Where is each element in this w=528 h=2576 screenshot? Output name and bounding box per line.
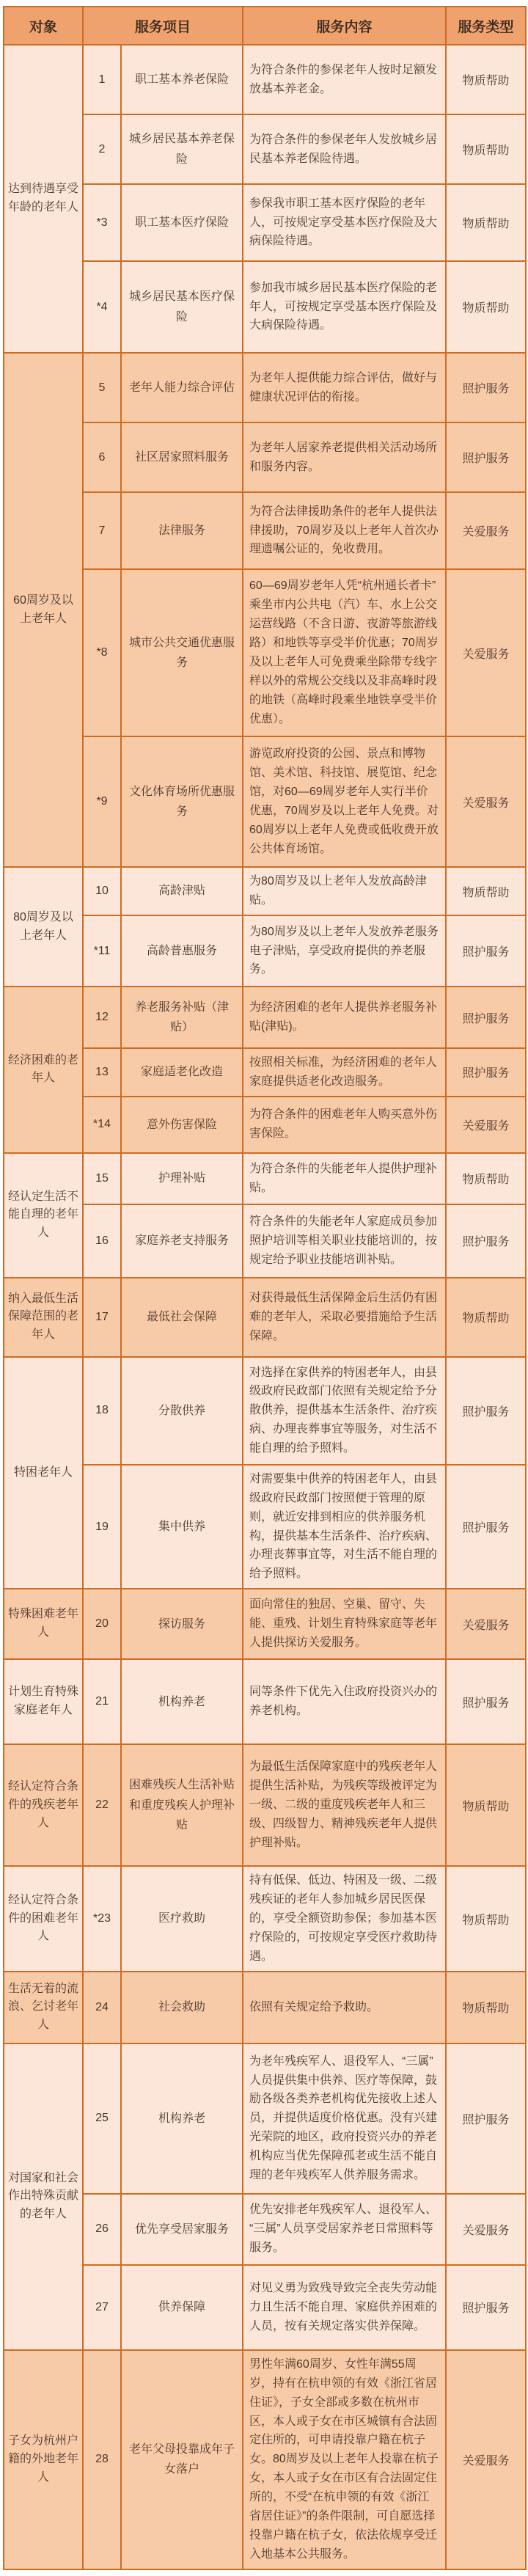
service-item-cell: 职工基本养老保险 [121,45,243,114]
row-number-cell: 2 [83,114,121,184]
table-row [4,1357,526,1465]
table-row [4,1153,526,1204]
service-content-cell: 为符合法律援助条件的老年人提供法律援助，70周岁及以上老年人首次办理遗嘱公证的，免收费用。 [243,492,446,569]
table-row [4,1278,526,1357]
service-item-cell: 城乡居民基本医疗保险 [121,261,243,353]
table-body [4,45,526,2569]
service-item-cell: 社会救助 [121,1972,243,2043]
service-item-cell: 供养保障 [121,2265,243,2350]
target-group-cell: 60周岁及以上老年人 [4,353,83,867]
service-type-cell: 物质帮助 [446,45,526,114]
service-type-cell: 物质帮助 [446,1278,526,1357]
header-target: 对象 [4,7,83,45]
service-type-cell: 关爱服务 [446,736,526,867]
header-service-type: 服务类型 [446,7,526,45]
service-type-cell: 物质帮助 [446,1866,526,1972]
row-number-cell: 25 [83,2043,121,2194]
service-type-cell: 照护服务 [446,1465,526,1589]
table-row [4,1659,526,1744]
service-content-cell: 依照有关规定给予救助。 [243,1972,446,2043]
table-row [4,353,526,422]
table-row [4,2350,526,2569]
service-content-cell: 为80周岁及以上老年人发放养老服务电子津贴，享受政府提供的养老服务。 [243,915,446,987]
service-type-cell: 物质帮助 [446,1972,526,2043]
service-type-cell: 照护服务 [446,1659,526,1744]
target-group-cell: 达到待遇享受年龄的老年人 [4,45,83,353]
row-number-cell: 12 [83,987,121,1048]
row-number-cell: 7 [83,492,121,569]
service-content-cell: 符合条件的失能老年人家庭成员参加照护培训等相关职业技能培训的，按规定给予职业技能培训补贴。 [243,1204,446,1278]
service-item-cell: 社区居家照料服务 [121,422,243,492]
service-content-cell: 男性年满60周岁、女性年满55周岁，持有在杭申领的有效《浙江省居住证》，子女全部或多数在杭州市区，本人或子女在市区城镇有合法固定住所的，可申请投靠户籍在杭子女。80周岁及以上老年人投靠在杭子女，本人或子女在市区有合法固定住所的，不受“在杭申领的有效《浙江省居住证》”的条件限制，可自愿选择投靠户籍在杭子女，依法依规享受迁入地基本公共服务。 [243,2350,446,2569]
target-group-cell: 对国家和社会作出特殊贡献的老年人 [4,2043,83,2350]
service-item-cell: 家庭适老化改造 [121,1048,243,1097]
header-service-item: 服务项目 [83,7,243,45]
service-item-cell: 法律服务 [121,492,243,569]
target-group-cell: 80周岁及以上老年人 [4,867,83,987]
target-group-cell: 子女为杭州户籍的外地老年人 [4,2350,83,2569]
row-number-cell: 1 [83,45,121,114]
service-item-cell: 城市公共交通优惠服务 [121,569,243,736]
service-item-cell: 职工基本医疗保险 [121,184,243,261]
row-number-cell: 26 [83,2194,121,2265]
service-content-cell: 为符合条件的困难老年人购买意外伤害保险。 [243,1097,446,1153]
service-content-cell: 游览政府投资的公园、景点和博物馆、美术馆、科技馆、展览馆、纪念馆，对60—69周岁老年人实行半价优惠，70周岁及以上老年人免费。对60周岁以上老年人免费或低收费开放公共体育场馆。 [243,736,446,867]
service-content-cell: 对选择在家供养的特困老年人，由县级政府民政部门依照有关规定给予分散供养，提供基本生活条件、治疗疾病、办理丧葬事宜等服务，对生活不能自理的给予照料。 [243,1357,446,1465]
target-group-cell: 特困老年人 [4,1357,83,1589]
table-row [4,1866,526,1972]
service-content-cell: 为经济困难的老年人提供养老服务补贴(津贴)。 [243,987,446,1048]
row-number-cell: 27 [83,2265,121,2350]
service-type-cell: 物质帮助 [446,1744,526,1866]
service-type-cell: 照护服务 [446,915,526,987]
row-number-cell: 15 [83,1153,121,1204]
service-type-cell: 物质帮助 [446,184,526,261]
service-type-cell: 照护服务 [446,1357,526,1465]
service-type-cell: 照护服务 [446,1048,526,1097]
service-content-cell: 参加我市城乡居民基本医疗保险的老年人，可按规定享受基本医疗保险及大病保险待遇。 [243,261,446,353]
service-content-cell: 面向常住的独居、空巢、留守、失能、重残、计划生育特殊家庭等老年人提供探访关爱服务。 [243,1589,446,1659]
service-type-cell: 关爱服务 [446,1097,526,1153]
service-content-cell: 为老年人提供能力综合评估，做好与健康状况评估的衔接。 [243,353,446,422]
service-content-cell: 为80周岁及以上老年人发放高龄津贴。 [243,867,446,915]
target-group-cell: 纳入最低生活保障范围的老年人 [4,1278,83,1357]
row-number-cell: 16 [83,1204,121,1278]
row-number-cell: *9 [83,736,121,867]
row-number-cell: 18 [83,1357,121,1465]
service-type-cell: 照护服务 [446,1204,526,1278]
elderly-services-table [3,6,527,2570]
service-content-cell: 优先安排老年残疾军人、退役军人、“三属”人员享受居家养老日常照料等服务。 [243,2194,446,2265]
row-number-cell: *23 [83,1866,121,1972]
target-group-cell: 经认定符合条件的困难老年人 [4,1866,83,1972]
service-item-cell: 优先享受居家服务 [121,2194,243,2265]
service-content-cell: 按照相关标准，为经济困难的老年人家庭提供适老化改造服务。 [243,1048,446,1097]
table-row [4,1744,526,1866]
service-type-cell: 物质帮助 [446,261,526,353]
service-content-cell: 同等条件下优先入住政府投资兴办的养老机构。 [243,1659,446,1744]
service-item-cell: 机构养老 [121,2043,243,2194]
service-type-cell: 物质帮助 [446,1153,526,1204]
service-item-cell: 文化体育场所优惠服务 [121,736,243,867]
row-number-cell: 13 [83,1048,121,1097]
service-item-cell: 城乡居民基本养老保险 [121,114,243,184]
service-type-cell: 照护服务 [446,2043,526,2194]
service-item-cell: 探访服务 [121,1589,243,1659]
target-group-cell: 生活无着的流浪、乞讨老年人 [4,1972,83,2043]
header-row [4,7,526,45]
row-number-cell: 24 [83,1972,121,2043]
service-item-cell: 老年父母投靠成年子女落户 [121,2350,243,2569]
service-content-cell: 为老年残疾军人、退役军人、“三属”人员提供集中供养、医疗等保障，鼓励各级各类养老机构优先接收上述人员，并提供适度价格优惠。没有兴建光荣院的地区，政府投资兴办的养老机构应当优先保障孤老或生活不能自理的老年残疾军人供养服务需求。 [243,2043,446,2194]
row-number-cell: 6 [83,422,121,492]
table-row [4,45,526,114]
target-group-cell: 经认定生活不能自理的老年人 [4,1153,83,1278]
service-type-cell: 照护服务 [446,987,526,1048]
row-number-cell: 20 [83,1589,121,1659]
service-item-cell: 高龄津贴 [121,867,243,915]
row-number-cell: 22 [83,1744,121,1866]
service-item-cell: 分散供养 [121,1357,243,1465]
header-service-content: 服务内容 [243,7,446,45]
service-content-cell: 对获得最低生活保障金后生活仍有困难的老年人，采取必要措施给予生活保障。 [243,1278,446,1357]
service-content-cell: 为最低生活保障家庭中的残疾老年人提供生活补贴，为残疾等级被评定为一级、二级的重度残疾老年人和三级、四级智力、精神残疾老年人提供护理补贴。 [243,1744,446,1866]
row-number-cell: *14 [83,1097,121,1153]
service-type-cell: 物质帮助 [446,867,526,915]
service-item-cell: 困难残疾人生活补贴和重度残疾人护理补贴 [121,1744,243,1866]
service-type-cell: 关爱服务 [446,2350,526,2569]
row-number-cell: 10 [83,867,121,915]
target-group-cell: 特殊困难老年人 [4,1589,83,1659]
row-number-cell: *4 [83,261,121,353]
row-number-cell: 17 [83,1278,121,1357]
table-row [4,1972,526,2043]
service-type-cell: 照护服务 [446,422,526,492]
row-number-cell: 28 [83,2350,121,2569]
table-row [4,867,526,915]
service-type-cell: 物质帮助 [446,114,526,184]
service-item-cell: 集中供养 [121,1465,243,1589]
service-content-cell: 对见义勇为致残导致完全丧失劳动能力且生活不能自理、家庭供养困难的人员，按有关规定落实供养保障。 [243,2265,446,2350]
service-item-cell: 老年人能力综合评估 [121,353,243,422]
row-number-cell: *8 [83,569,121,736]
row-number-cell: 19 [83,1465,121,1589]
service-item-cell: 家庭养老支持服务 [121,1204,243,1278]
service-type-cell: 关爱服务 [446,1589,526,1659]
service-content-cell: 为老年人居家养老提供相关活动场所和服务内容。 [243,422,446,492]
service-item-cell: 高龄普惠服务 [121,915,243,987]
row-number-cell: 5 [83,353,121,422]
service-content-cell: 参保我市职工基本医疗保险的老年人，可按规定享受基本医疗保险及大病保险待遇。 [243,184,446,261]
service-item-cell: 机构养老 [121,1659,243,1744]
service-type-cell: 照护服务 [446,2265,526,2350]
service-type-cell: 关爱服务 [446,569,526,736]
service-type-cell: 关爱服务 [446,2194,526,2265]
service-content-cell: 为符合条件的参保老年人发放城乡居民基本养老保险待遇。 [243,114,446,184]
target-group-cell: 计划生育特殊家庭老年人 [4,1659,83,1744]
service-item-cell: 医疗救助 [121,1866,243,1972]
table-row [4,2043,526,2194]
service-type-cell: 关爱服务 [446,492,526,569]
row-number-cell: *11 [83,915,121,987]
table-row [4,1589,526,1659]
service-content-cell: 60—69周岁老年人凭“杭州通长者卡”乘坐市内公共电（汽）车、水上公交运营线路（不含日游、夜游等旅游线路）和地铁等享受半价优惠；70周岁及以上老年人可免费乘坐除带专线字样以外的常规公交线以及非高峰时段的地铁（高峰时段乘坐地铁享受半价优惠）。 [243,569,446,736]
service-type-cell: 照护服务 [446,353,526,422]
row-number-cell: 21 [83,1659,121,1744]
service-content-cell: 为符合条件的参保老年人按时足额发放基本养老金。 [243,45,446,114]
target-group-cell: 经济困难的老年人 [4,987,83,1153]
service-item-cell: 意外伤害保险 [121,1097,243,1153]
row-number-cell: *3 [83,184,121,261]
service-item-cell: 护理补贴 [121,1153,243,1204]
target-group-cell: 经认定符合条件的残疾老年人 [4,1744,83,1866]
service-content-cell: 持有低保、低边、特困及一级、二级残疾证的老年人参加城乡居民医保的，享受全额资助参保；参加基本医疗保险的，可按规定享受医疗救助待遇。 [243,1866,446,1972]
service-content-cell: 对需要集中供养的特困老年人，由县级政府民政部门按照便于管理的原则，就近安排到相应的供养服务机构，提供基本生活条件、治疗疾病、办理丧葬事宜等，对生活不能自理的给予照料。 [243,1465,446,1589]
service-item-cell: 最低社会保障 [121,1278,243,1357]
service-item-cell: 养老服务补贴（津贴） [121,987,243,1048]
table-row [4,987,526,1048]
service-content-cell: 为符合条件的失能老年人提供护理补贴。 [243,1153,446,1204]
